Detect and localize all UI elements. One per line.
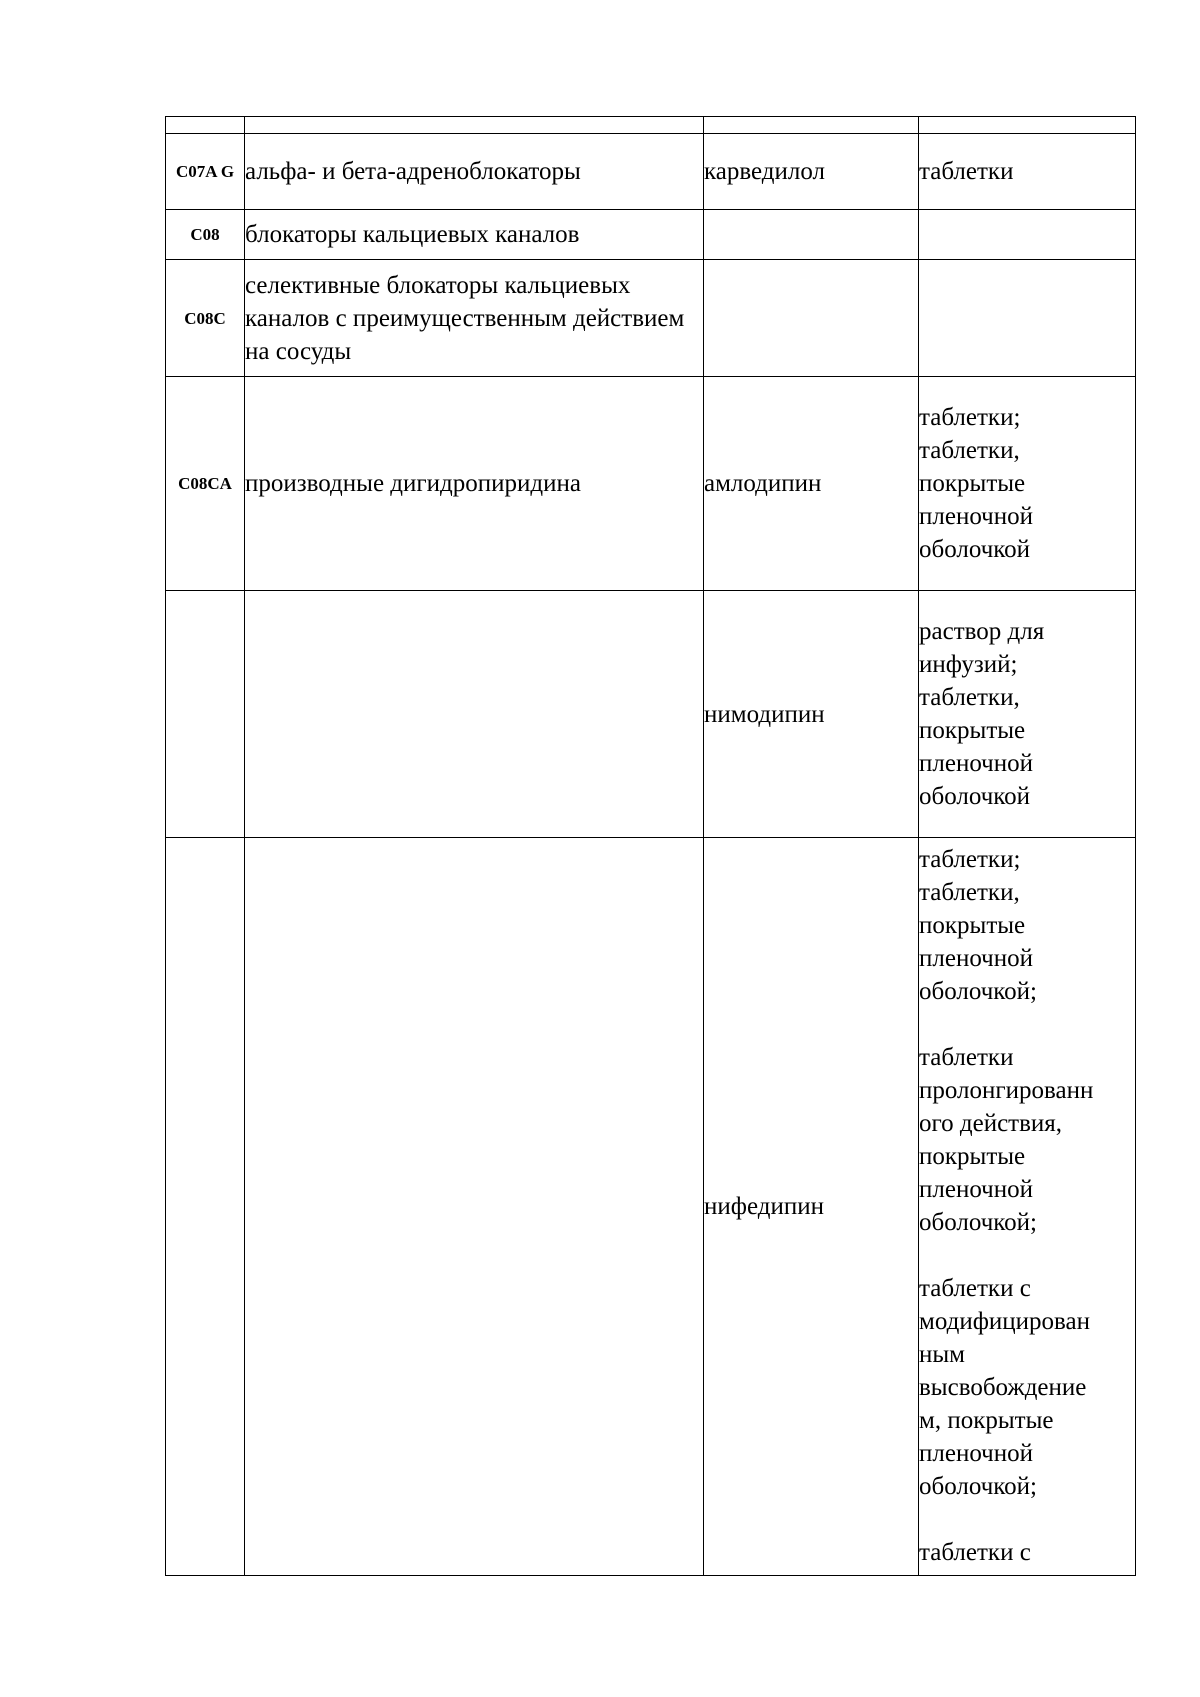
drug-cell: [704, 260, 919, 377]
code-cell: [166, 117, 245, 134]
code-cell: [166, 838, 245, 1576]
table-row: [166, 134, 1136, 210]
dosage-form: [919, 591, 1136, 838]
table-row: [166, 260, 1136, 377]
table-row: [166, 210, 1136, 260]
dosage-form-item: таблетки с: [919, 1538, 1031, 1566]
dosage-form: [919, 838, 1136, 1576]
atc-code: C08C: [166, 260, 245, 377]
drug-name: амлодипин: [704, 377, 919, 591]
atc-code: C08CA: [166, 377, 245, 591]
form-cell: [919, 117, 1136, 134]
group-name: производные дигидропиридина: [245, 377, 704, 591]
group-name: селективные блокаторы кальциевых каналов с преимущественным действием на сосуды: [245, 260, 704, 377]
dosage-form-item: таблетки; таблетки, покрытые пленочной оболочкой: [919, 404, 1034, 563]
group-cell: [245, 117, 704, 134]
group-name: альфа- и бета-адреноблокаторы: [245, 134, 704, 210]
table-row: [166, 117, 1136, 134]
form-cell: [919, 260, 1136, 377]
group-name: блокаторы кальциевых каналов: [245, 210, 704, 260]
group-cell: [245, 838, 704, 1576]
drug-name: нимодипин: [704, 591, 919, 838]
table-row: [166, 838, 1136, 1576]
code-cell: [166, 591, 245, 838]
drug-cell: [704, 210, 919, 260]
drug-classification-table: [165, 116, 1136, 1576]
drug-name: нифедипин: [704, 838, 919, 1576]
dosage-form: [919, 377, 1136, 591]
dosage-form-item: таблетки с модифицирован ным высвобождение м, покрытые пленочной оболочкой;: [919, 1274, 1090, 1500]
drug-name: карведилол: [704, 134, 919, 210]
dosage-form-item: таблетки пролонгированн ого действия, покрытые пленочной оболочкой;: [919, 1043, 1094, 1236]
table-row: [166, 591, 1136, 838]
atc-code: C08: [166, 210, 245, 260]
table-row: [166, 377, 1136, 591]
dosage-form-item: таблетки; таблетки, покрытые пленочной оболочкой;: [919, 845, 1037, 1005]
drug-cell: [704, 117, 919, 134]
atc-code: C07A G: [166, 134, 245, 210]
group-cell: [245, 591, 704, 838]
dosage-form-item: раствор для инфузий; таблетки, покрытые пленочной оболочкой: [919, 618, 1045, 810]
dosage-form-item: таблетки: [919, 158, 1014, 185]
form-cell: [919, 210, 1136, 260]
dosage-form: [919, 134, 1136, 210]
